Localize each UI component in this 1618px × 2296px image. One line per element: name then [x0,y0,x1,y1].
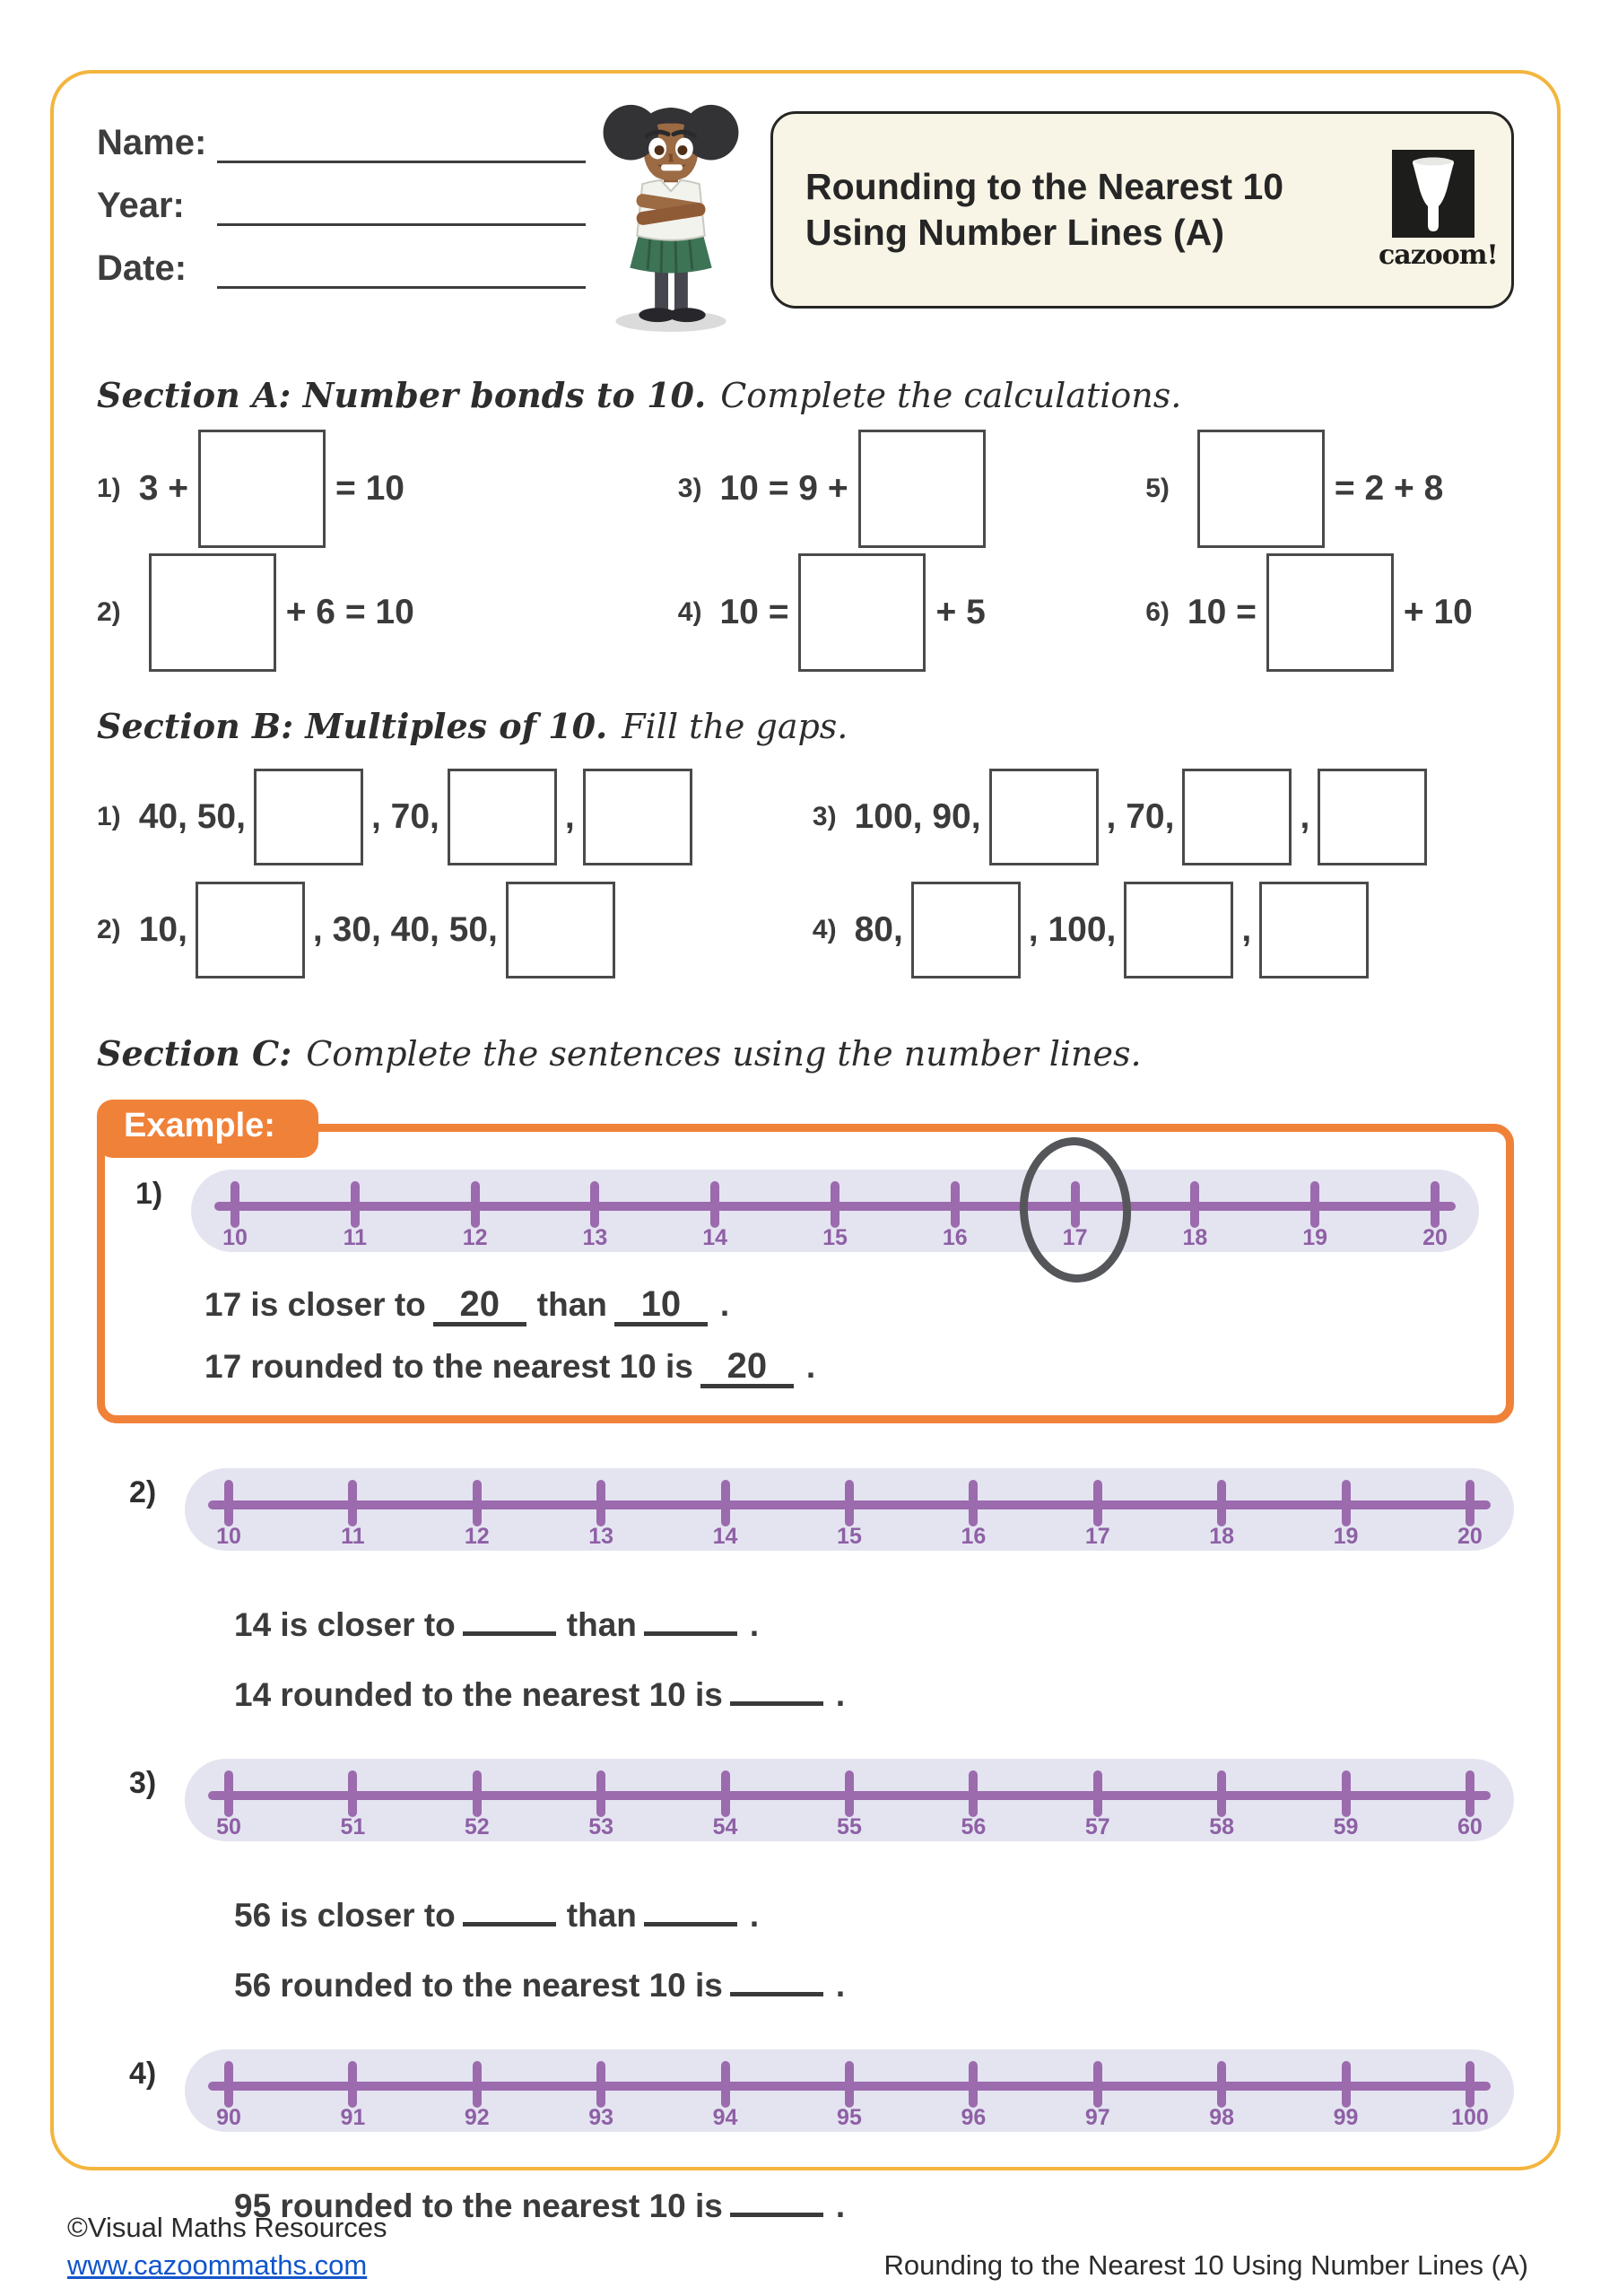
question-number: 3) [129,1766,157,1800]
worksheet-title-line1: Rounding to the Nearest 10 [805,166,1284,208]
sequence-text: , [1241,910,1252,949]
student-info-fields [97,104,586,335]
tick-mark [969,1770,978,1817]
sentence-text: . [719,1286,730,1323]
tick [1084,2049,1110,2132]
answer-box[interactable] [1182,769,1292,865]
tick-mark [1217,1770,1226,1817]
tick [588,1759,614,1841]
tick [1182,1170,1208,1252]
tick-label: 99 [1333,2105,1359,2130]
footer-document-title: Rounding to the Nearest 10 Using Number Lines (A) [883,2249,1528,2281]
expression-text: 10 = [719,593,789,631]
tick-label: 97 [1084,2105,1110,2130]
tick [837,1759,862,1841]
question-3-sentences [234,1886,1514,2005]
sentence-text: than [566,1897,637,1934]
tick-label: 16 [961,1524,987,1549]
tick-mark [473,2061,482,2108]
tick-mark [1466,1480,1474,1526]
copyright-text: ©Visual Maths Resources [67,2212,387,2243]
tick-mark [1342,1770,1351,1817]
tick [961,1468,987,1551]
tick-label: 10 [222,1225,248,1250]
tick-mark [1217,1480,1226,1526]
footer-left [67,2212,387,2282]
section-b-items [97,770,1514,978]
sequence-text: , 100, [1028,910,1117,949]
section-a-item-3 [678,430,1145,548]
number-line-q1 [191,1170,1479,1252]
tick-label: 14 [702,1225,728,1250]
tick-label: 11 [343,1225,368,1250]
question-number: 1) [97,802,121,831]
tick [464,1759,490,1841]
date-field-row [97,248,586,289]
expression-text: 10 = 9 + [719,469,848,508]
answer-box[interactable] [1124,882,1233,978]
tick-mark [1431,1181,1440,1228]
rounded-sentence [204,1348,1479,1388]
sequence-text: 100, 90, [854,797,981,836]
answer-box[interactable] [798,553,926,672]
tick-label: 10 [216,1524,241,1549]
section-a-item-1 [97,430,678,548]
sequence-text: 80, [854,910,903,949]
tick [1209,1468,1235,1551]
section-a-item-2 [97,553,678,672]
worksheet-title-line2: Using Number Lines (A) [805,212,1224,253]
question-2 [129,1468,1514,1714]
number-line-ticks [216,1468,1483,1551]
question-4 [129,2049,1514,2225]
answer-box[interactable] [911,882,1021,978]
question-number: 5) [1145,474,1170,503]
tick-mark [473,1770,482,1817]
tick [822,1170,848,1252]
section-a-heading [97,375,1514,415]
question-2-sentences [234,1596,1514,1714]
tick-mark [224,1480,233,1526]
tick-label: 50 [216,1814,241,1839]
tick-mark [1093,2061,1102,2108]
example-tab-label: Example: [97,1100,318,1158]
tick [702,1170,728,1252]
cazoommaths-link[interactable]: www.cazoommaths.com [67,2249,368,2281]
student-character-illustration [586,95,756,335]
tick-mark [224,2061,233,2108]
tick-mark [969,2061,978,2108]
tick-label: 16 [942,1225,968,1250]
answer-box[interactable] [583,769,692,865]
question-number: 2) [97,915,121,944]
year-field-row [97,185,586,226]
cazoom-logo [1379,150,1498,271]
section-a-item-5 [1145,430,1514,548]
tick-label: 56 [961,1814,987,1839]
tick-mark [845,1770,854,1817]
answer-box[interactable] [1197,430,1325,548]
tick [343,1170,368,1252]
question-number: 1) [97,474,121,503]
answer-blank[interactable] [644,1886,737,1926]
tick [1084,1468,1110,1551]
answer-box[interactable] [506,882,615,978]
expression-text: 10 = [1187,593,1257,631]
name-label: Name: [97,123,207,162]
number-line-ticks [222,1170,1448,1252]
tick [712,1759,738,1841]
number-line-row-q2 [129,1468,1514,1551]
tick [712,1468,738,1551]
tick-label: 59 [1333,1814,1359,1839]
answer-box[interactable] [1266,553,1394,672]
section-a-item-4 [678,553,1145,672]
number-line-ticks [216,2049,1489,2132]
answer-blank[interactable] [463,1886,556,1926]
tick-mark [721,1770,730,1817]
rounded-sentence [234,1956,1514,2005]
tick-label: 14 [712,1524,738,1549]
expression-text: + 10 [1403,593,1473,631]
number-line-row-q4 [129,2049,1514,2132]
number-line-q4 [185,2049,1514,2132]
closer-to-sentence [234,1886,1514,1935]
tick-label: 12 [462,1225,488,1250]
section-b-item-4 [813,883,1514,978]
circled-answer-annotation [1015,1135,1134,1285]
tick [1422,1170,1448,1252]
tick [1209,2049,1235,2132]
sentence-text: 17 rounded to the nearest 10 is [204,1348,693,1385]
year-input-line[interactable] [217,187,586,226]
expression-text: 3 + [138,469,188,508]
question-number: 3) [677,474,702,503]
sentence-text: 95 rounded to the nearest 10 is [234,2187,723,2224]
tick-mark [831,1181,839,1228]
section-c-heading [97,1033,1514,1074]
answer-box[interactable] [198,430,326,548]
tick [222,1170,248,1252]
section-a-heading-bold: Section A: Number bonds to 10. [97,375,707,415]
sentence-text: 17 is closer to [204,1286,426,1323]
sequence-text: , 30, 40, 50, [312,910,498,949]
tick-mark [1093,1770,1102,1817]
tick-mark [348,2061,357,2108]
answer-box[interactable] [1318,769,1427,865]
tick [216,1468,241,1551]
sequence-text: 10, [138,910,187,949]
tick-mark [845,1480,854,1526]
tick [216,2049,241,2132]
tick-label: 98 [1209,2105,1235,2130]
tick-label: 13 [588,1524,614,1549]
sentence-text: . [835,1967,846,2004]
worksheet-title [805,164,1379,256]
tick [464,2049,490,2132]
tick-mark [348,1770,357,1817]
tick-label: 58 [1209,1814,1235,1839]
question-number: 4) [129,2057,157,2091]
tick-mark [1466,2061,1474,2108]
sequence-text: , 70, [1106,797,1175,836]
question-number: 3) [812,802,837,831]
sequence-text: , [1300,797,1310,836]
tick-mark [721,2061,730,2108]
tick-mark [1217,2061,1226,2108]
tick-label: 96 [961,2105,987,2130]
tick-mark [596,1480,605,1526]
tick [837,2049,862,2132]
section-b-heading [97,706,1514,746]
tick-label: 17 [1084,1524,1110,1549]
question-number: 4) [677,597,702,627]
tick-mark [596,2061,605,2108]
tick-mark [1093,1480,1102,1526]
tick [216,1759,241,1841]
closer-to-sentence [204,1286,1479,1326]
footer [67,2212,1528,2282]
tick-label: 19 [1333,1524,1359,1549]
header [97,104,1514,335]
sentence-text: than [566,1606,637,1643]
question-number: 2) [97,597,121,627]
sentence-text: . [749,1897,760,1934]
tick-label: 13 [582,1225,608,1250]
tick [1457,1468,1483,1551]
answer-blank[interactable] [730,1665,823,1706]
section-c-heading-bold: Section C: [97,1033,292,1074]
question-3 [129,1759,1514,2005]
answer-box[interactable] [448,769,557,865]
section-c-heading-instruction: Complete the sentences using the number lines. [306,1034,1142,1074]
answer-box[interactable] [1259,882,1369,978]
tick [1333,2049,1359,2132]
tick-label: 12 [464,1524,490,1549]
date-label: Date: [97,248,187,288]
tick-label: 20 [1422,1225,1448,1250]
tick-mark [1342,2061,1351,2108]
date-input-line[interactable] [217,250,586,289]
tick-label: 52 [464,1814,490,1839]
tick-label: 15 [837,1524,862,1549]
name-input-line[interactable] [217,125,586,163]
tick-label: 94 [712,2105,738,2130]
tick [340,2049,366,2132]
tick-mark [951,1181,960,1228]
tick-mark [710,1181,719,1228]
tick [462,1170,488,1252]
tick-mark [348,1480,357,1526]
number-line-row-q3 [129,1759,1514,1841]
section-b-heading-instruction: Fill the gaps. [622,707,848,746]
tick-mark [969,1480,978,1526]
tick-label: 54 [712,1814,738,1839]
tick-mark [590,1181,599,1228]
answer-box[interactable] [149,553,276,672]
tick [1209,1759,1235,1841]
tick-label: 57 [1084,1814,1110,1839]
tick [588,1468,614,1551]
sequence-text: 40, 50, [138,797,246,836]
tick [340,1759,366,1841]
answer-blank[interactable] [463,1596,556,1636]
example-sentences [204,1286,1479,1388]
question-number: 4) [812,915,837,944]
answer-box[interactable] [254,769,363,865]
expression-text: + 5 [935,593,986,631]
tick-label: 51 [340,1814,366,1839]
question-number: 1) [135,1177,163,1211]
tick-label: 53 [588,1814,614,1839]
answer-blank[interactable] [730,1956,823,1996]
tick [961,2049,987,2132]
tick [588,2049,614,2132]
tick [712,2049,738,2132]
answer-box[interactable] [858,430,986,548]
number-line-row-q1 [135,1170,1479,1252]
tick [961,1759,987,1841]
number-line-ticks [216,1759,1483,1841]
tick-mark [1466,1770,1474,1817]
tick-label: 55 [837,1814,862,1839]
cazoom-logo-text: cazoom! [1379,239,1498,271]
tick [1333,1759,1359,1841]
number-line-q2 [185,1468,1514,1551]
sentence-text: 56 is closer to [234,1897,456,1934]
answer-blank[interactable] [644,1596,737,1636]
tick-mark [473,1480,482,1526]
page-border-frame [50,70,1561,2224]
name-field-row [97,122,586,163]
tick [1451,2049,1489,2132]
closer-to-sentence [234,1596,1514,1644]
number-line-q3 [185,1759,1514,1841]
tick-mark [845,2061,854,2108]
sentence-text: 14 rounded to the nearest 10 is [234,1676,723,1713]
djembe-drum-icon [1392,150,1474,238]
title-box [770,111,1514,309]
tick-mark [471,1181,480,1228]
tick-mark [224,1770,233,1817]
sentence-text: 14 is closer to [234,1606,456,1643]
section-b-heading-bold: Section B: Multiples of 10. [97,706,608,746]
tick [582,1170,608,1252]
tick-label: 11 [341,1524,365,1549]
tick-label: 92 [464,2105,490,2130]
sentence-text: . [805,1348,816,1385]
tick-label: 91 [340,2105,366,2130]
tick-mark [1190,1181,1199,1228]
year-label: Year: [97,186,185,225]
sentence-text: . [749,1606,760,1643]
rounded-sentence [234,1665,1514,1714]
answer-box[interactable] [989,769,1099,865]
question-number: 6) [1145,597,1170,627]
expression-text: = 10 [335,469,404,508]
expression-text: = 2 + 8 [1334,469,1444,508]
section-b-item-1 [97,770,813,865]
example-answer-blank: 20 [700,1348,794,1388]
question-number: 2) [129,1475,157,1509]
tick-label: 95 [837,2105,862,2130]
tick [1457,1759,1483,1841]
sentence-text: . [835,1676,846,1713]
section-b-item-2 [97,883,813,978]
tick-label: 17 [1062,1225,1088,1250]
sentence-text: than [536,1286,607,1323]
tick [1333,1468,1359,1551]
tick-mark [351,1181,360,1228]
tick [837,1468,862,1551]
tick-mark [596,1770,605,1817]
sentence-text: . [835,2187,846,2224]
tick [464,1468,490,1551]
tick-label: 90 [216,2105,241,2130]
tick [1084,1759,1110,1841]
tick-mark [231,1181,239,1228]
tick-label: 15 [822,1225,848,1250]
tick-label: 100 [1451,2105,1489,2130]
tick-label: 18 [1209,1524,1235,1549]
answer-box[interactable] [196,882,305,978]
sentence-text: 56 rounded to the nearest 10 is [234,1967,723,2004]
example-box [97,1107,1514,1423]
tick-label: 60 [1457,1814,1483,1839]
example-answer-blank: 10 [614,1286,708,1326]
tick-label: 93 [588,2105,614,2130]
tick [341,1468,365,1551]
tick-mark [1310,1181,1319,1228]
tick-label: 20 [1457,1524,1483,1549]
tick-label: 19 [1302,1225,1328,1250]
tick-mark [721,1480,730,1526]
sequence-text: , 70, [370,797,439,836]
example-answer-blank: 20 [433,1286,526,1326]
sequence-text: , [564,797,575,836]
section-b-item-3 [813,770,1514,865]
section-a-item-6 [1145,553,1514,672]
expression-text: + 6 = 10 [285,593,414,631]
tick-mark [1342,1480,1351,1526]
tick [942,1170,968,1252]
tick [1302,1170,1328,1252]
tick-label: 18 [1182,1225,1208,1250]
section-a-heading-instruction: Complete the calculations. [720,376,1182,415]
section-a-items [97,430,1514,672]
